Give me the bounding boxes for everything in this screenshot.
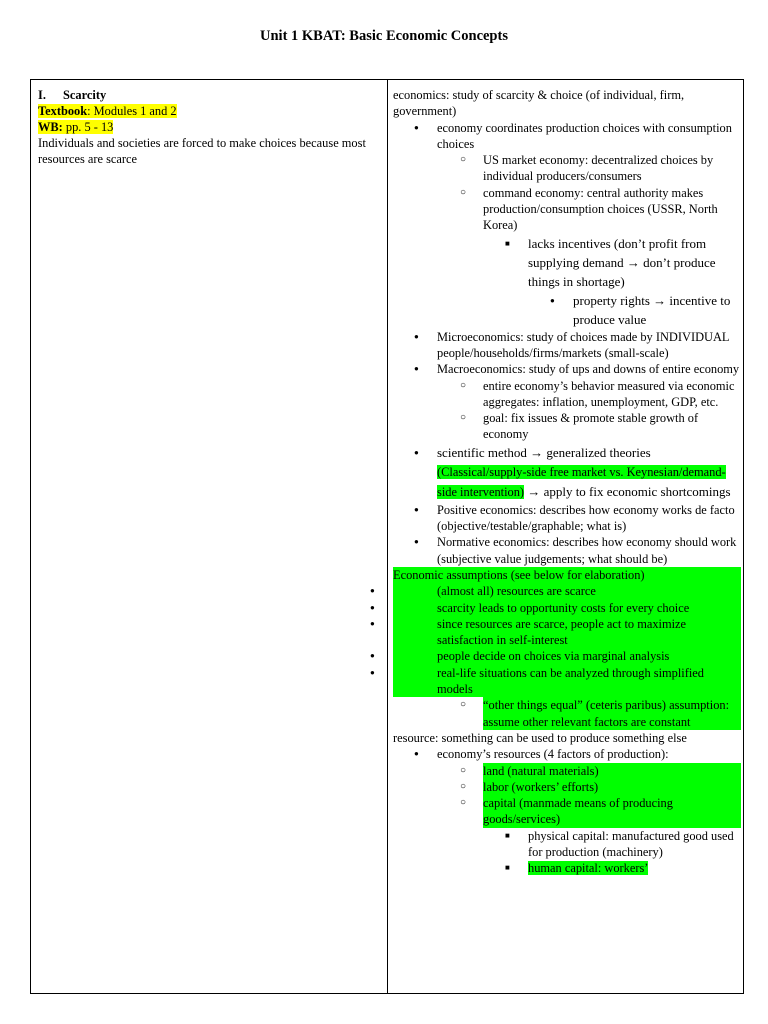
note-us-market: ○ US market economy: decentralized choices by individual producers/consumers	[483, 152, 741, 185]
textbook-reference	[38, 103, 380, 119]
note-assumptions: Economic assumptions (see below for elaboration)	[393, 567, 741, 583]
note-resource: resource: something can be used to produce something else	[393, 730, 687, 745]
note-lacks-incentives: ■ lacks incentives (don’t profit from supplying demand → don’t produce things in shortage)	[528, 234, 741, 291]
topic-column	[38, 87, 380, 167]
note-coordination: ● economy coordinates production choices with consumption choices	[437, 120, 741, 153]
section-heading	[38, 87, 380, 103]
note-microeconomics: ● Microeconomics: study of choices made by INDIVIDUAL people/households/firms/markets (small-scale)	[437, 329, 741, 362]
document-title: Unit 1 KBAT: Basic Economic Concepts	[260, 28, 508, 44]
factor-labor: ○ labor (workers’ efforts)	[483, 779, 741, 795]
assumption-ceteris-paribus: ○ “other things equal” (ceteris paribus) assumption: assume other relevant factors are constant	[483, 697, 741, 730]
assumption-models: ● real-life situations can be analyzed through simplified models	[393, 665, 741, 698]
note-economics: economics: study of scarcity & choice (of individual, firm, government)	[393, 88, 685, 119]
factor-land: ○ land (natural materials)	[483, 763, 741, 779]
assumption-self-interest: ● since resources are scarce, people act to maximize satisfaction in self-interest	[393, 616, 741, 649]
column-divider	[387, 80, 388, 993]
note-goal: ○ goal: fix issues & promote stable growth of economy	[483, 410, 741, 443]
capital-physical: ■ physical capital: manufactured good used for production (machinery)	[528, 828, 741, 861]
notes-table	[30, 79, 744, 994]
capital-human-text: human capital: workers’	[528, 861, 649, 876]
note-factors: ● economy’s resources (4 factors of production):	[437, 746, 741, 762]
notes-column	[393, 87, 741, 877]
note-normative-economics: ● Normative economics: describes how economy should work (subjective value judgements; what should be)	[437, 534, 741, 567]
assumption-marginal: ● people decide on choices via marginal analysis	[393, 648, 741, 664]
section-title: Scarcity	[63, 88, 107, 102]
section-number: I.	[38, 88, 46, 102]
assumption-opportunity-cost: ● scarcity leads to opportunity costs for every choice	[393, 600, 741, 616]
note-aggregates: ○ entire economy’s behavior measured via economic aggregates: inflation, unemployment, GDP, etc.	[483, 378, 741, 411]
sci-text-end: → apply to fix economic shortcomings	[524, 483, 731, 499]
textbook-value: : Modules 1 and 2	[87, 104, 177, 118]
note-property-rights: ● property rights → incentive to produce value	[573, 291, 741, 329]
assumption-scarce: ● (almost all) resources are scarce	[393, 583, 741, 599]
factor-capital: ○ capital (manmade means of producing goods/services)	[483, 795, 741, 828]
textbook-label: Textbook	[38, 104, 88, 118]
note-macroeconomics: ● Macroeconomics: study of ups and downs of entire economy	[437, 361, 741, 377]
note-scientific-method	[437, 443, 741, 502]
capital-human	[528, 860, 741, 876]
section-description: Individuals and societies are forced to make choices because most resources are scarce	[38, 136, 366, 166]
sci-highlight: (Classical/supply-side free market vs. Keynesian/demand-side intervention)	[437, 464, 726, 499]
workbook-reference	[38, 119, 380, 135]
workbook-value: pp. 5 - 13	[62, 120, 114, 134]
workbook-label: WB:	[38, 120, 63, 134]
sci-text-start: scientific method → generalized theories	[437, 444, 651, 460]
note-positive-economics: ● Positive economics: describes how economy works de facto (objective/testable/graphable; what is)	[437, 502, 741, 535]
note-command-economy: ○ command economy: central authority makes production/consumption choices (USSR, North Korea)	[483, 185, 741, 234]
